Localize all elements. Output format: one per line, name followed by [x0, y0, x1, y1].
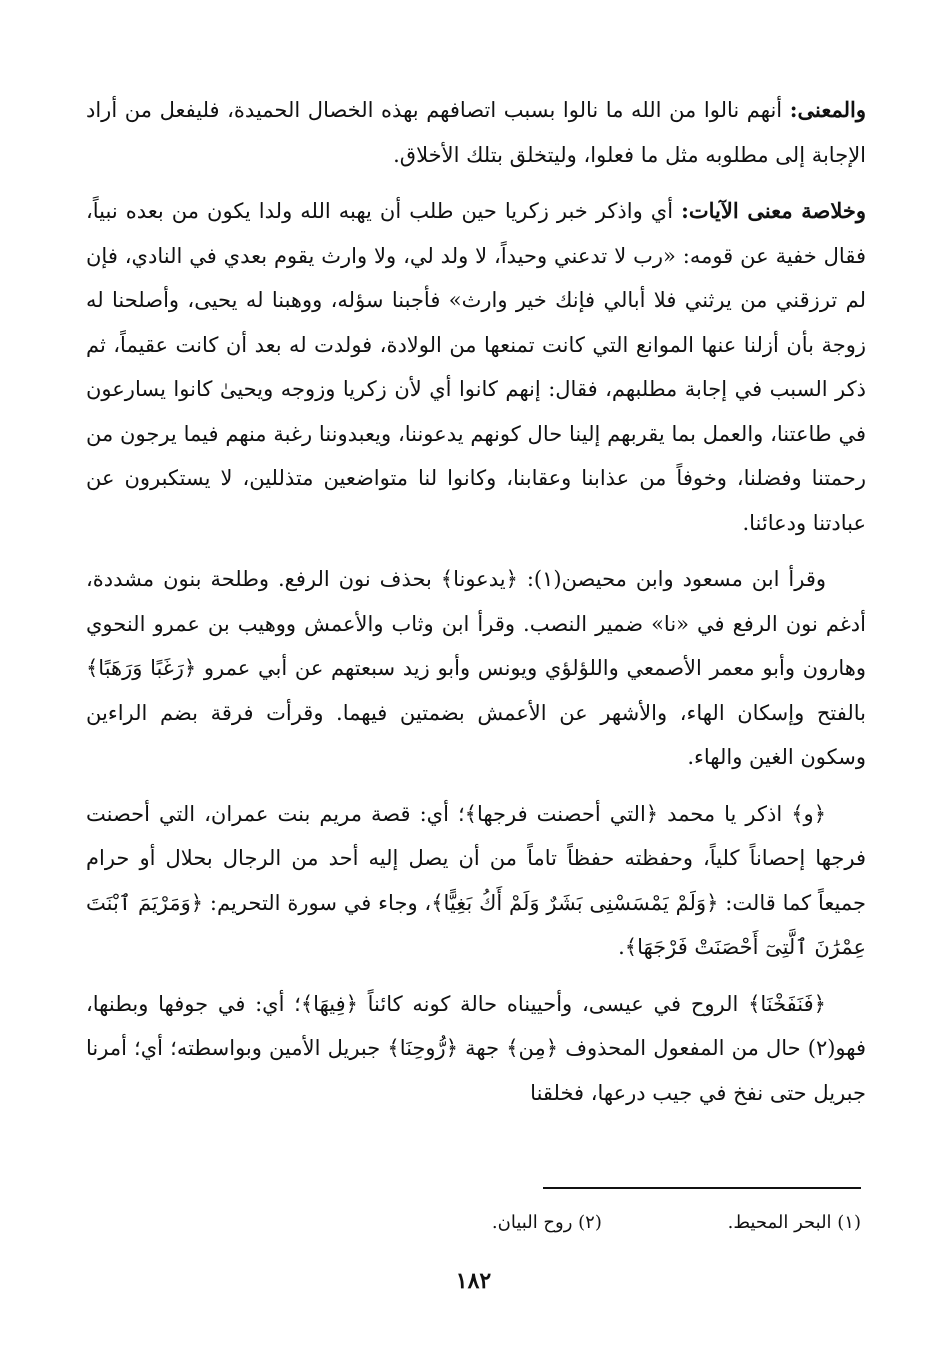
page-body	[86, 88, 866, 1127]
footnote-divider	[543, 1187, 861, 1189]
paragraph-summary	[86, 189, 866, 545]
paragraph-maryam	[86, 792, 866, 970]
page-number: ١٨٢	[455, 1268, 492, 1294]
paragraph-meaning	[86, 88, 866, 177]
paragraph-lead: والمعنى:	[789, 97, 866, 122]
paragraph-text: ﴿فَنَفَخْنَا﴾ الروح في عيسى، وأحييناه حالة كونه كائناً ﴿فِيهَا﴾؛ أي: في جوفها وبطنها، فهو(٢) حال من المفعول المحذوف ﴿مِن﴾ جهة ﴿رُّوحِنَا﴾ جبريل الأمين وبواسطته؛ أي؛ أمرنا جبريل حتى نفخ في جيب درعها، فخلقنا	[86, 991, 866, 1105]
paragraph-nafakhna	[86, 982, 866, 1116]
paragraph-text: أنهم نالوا من الله ما نالوا بسبب اتصافهم بهذه الخصال الحميدة، فليفعل من أراد الإجابة إلى مطلوبه مثل ما فعلوا، وليتخلق بتلك الأخلاق.	[86, 98, 866, 167]
paragraph-readings	[86, 557, 866, 780]
footnote-2: (٢) روح البيان.	[491, 1212, 602, 1233]
footnote-1: (١) البحر المحيط.	[727, 1212, 861, 1233]
footnotes	[81, 1208, 861, 1238]
paragraph-text: وقرأ ابن مسعود وابن محيصن(١): ﴿يدعونا﴾ بحذف نون الرفع. وطلحة بنون مشددة، أدغم نون الرفع في «نا» ضمير النصب. وقرأ ابن وثاب والأعمش ووهيب بن عمرو النحوي وهارون وأبو معمر الأصمعي واللؤلؤي ويونس وأبو زيد سبعتهم عن أبي عمرو ﴿رَغَبًا وَرَهَبًا﴾ بالفتح وإسكان الهاء، والأشهر عن الأعمش بضمتين فيهما. وقرأت فرقة بضم الراءين وسكون الغين والهاء.	[86, 567, 866, 769]
paragraph-text: ﴿و﴾ اذكر يا محمد ﴿التي أحصنت فرجها﴾؛ أي: قصة مريم بنت عمران، التي أحصنت فرجها إحصاناً كلياً، وحفظته حفظاً تاماً من أن يصل إليه أحد من الرجال بحلال أو حرام جميعاً كما قالت: ﴿وَلَمْ يَمْسَسْنِى بَشَرٌ وَلَمْ أَكُ بَغِيًّا﴾، وجاء في سورة التحريم: ﴿وَمَرْيَمَ ٱبْنَتَ عِمْرَٰنَ ٱلَّتِىٓ أَحْصَنَتْ فَرْجَهَا﴾.	[86, 801, 866, 959]
paragraph-text: أي واذكر خبر زكريا حين طلب أن يهبه الله ولدا يكون من بعده نبياً، فقال خفية عن قومه: «رب لا تدعني وحيداً، لا ولد لي، ولا وارث يقوم بعدي في النادي، فإن لم ترزقني من يرثني فلا أبالي فإنك خير وارث» فأجبنا سؤله، ووهبنا له يحيى، وأصلحنا له زوجة بأن أزلنا عنها الموانع التي كانت تمنعها من الولادة، فولدت له بعد أن كانت عقيماً، ثم ذكر السبب في إجابة مطلبهم، فقال: إنهم كانوا أي لأن زكريا وزوجه ويحيىٰ كانوا يسارعون في طاعتنا، والعمل بما يقربهم إلينا حال كونهم يدعوننا، ويعبدوننا رغبة منهم فيما يرجون من رحمتنا وفضلنا، وخوفاً من عذابنا وعقابنا، وكانوا لنا متواضعين متذللين، لا يستكبرون عن عبادتنا ودعائنا.	[86, 199, 866, 535]
paragraph-lead: وخلاصة معنى الآيات:	[681, 198, 866, 223]
